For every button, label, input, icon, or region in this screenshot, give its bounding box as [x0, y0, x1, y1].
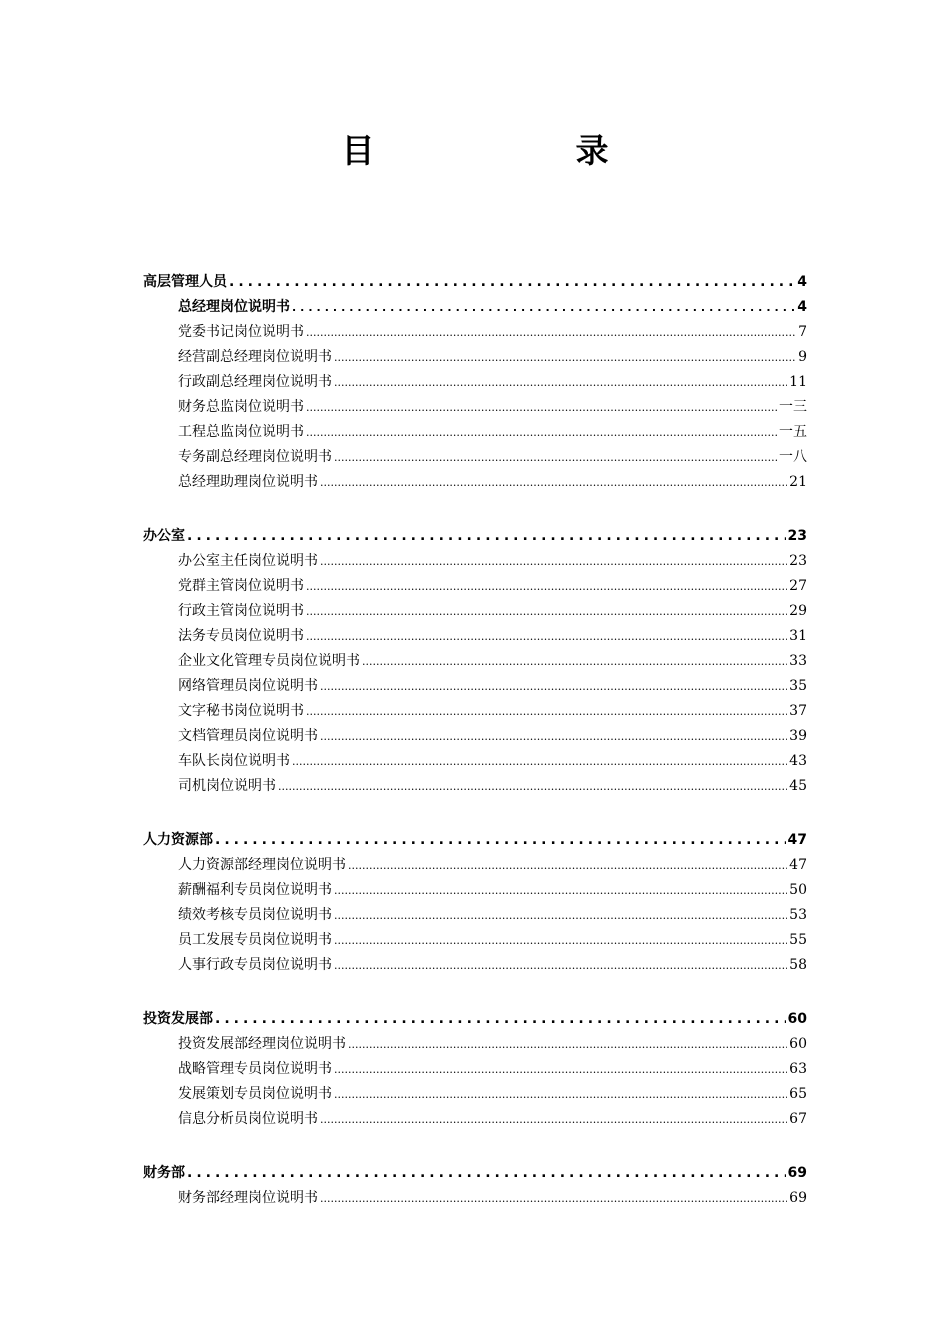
toc-page-number: 31 [789, 628, 807, 644]
toc-page-number: 一五 [779, 424, 807, 440]
section-gap [143, 495, 807, 524]
toc-entry-title: 行政主管岗位说明书 [178, 603, 304, 619]
toc-section-heading[interactable] [143, 1007, 807, 1032]
dot-leader [306, 699, 787, 724]
dot-leader [348, 853, 787, 878]
toc-section [143, 828, 807, 978]
toc-entry-title: 党委书记岗位说明书 [178, 324, 304, 340]
toc-entry[interactable] [143, 724, 807, 749]
toc-page-number: 55 [789, 932, 807, 948]
toc-entry-title: 财务总监岗位说明书 [178, 399, 304, 415]
toc-entry[interactable] [143, 1032, 807, 1057]
toc-entry[interactable] [143, 699, 807, 724]
dot-leader [306, 574, 787, 599]
toc-entry-title: 专务副总经理岗位说明书 [178, 449, 332, 465]
dot-leader [334, 445, 777, 470]
toc-section-heading[interactable] [143, 270, 807, 295]
dot-leader [187, 524, 786, 549]
toc-page-number: 11 [789, 374, 807, 390]
toc-page-number: 9 [798, 349, 807, 365]
toc-entry[interactable] [143, 470, 807, 495]
dot-leader [348, 1032, 787, 1057]
dot-leader [215, 828, 786, 853]
dot-leader [334, 903, 787, 928]
toc-entry[interactable] [143, 295, 807, 320]
toc-page-number: 60 [787, 1011, 807, 1027]
toc-entry[interactable] [143, 574, 807, 599]
toc-entry-title: 总经理助理岗位说明书 [178, 474, 318, 490]
toc-entry[interactable] [143, 878, 807, 903]
dot-leader [334, 1082, 787, 1107]
toc-entry-title: 发展策划专员岗位说明书 [178, 1086, 332, 1102]
toc-entry[interactable] [143, 549, 807, 574]
toc-section-title: 高层管理人员 [143, 274, 227, 290]
toc-entry[interactable] [143, 445, 807, 470]
toc-section [143, 524, 807, 799]
toc-entry[interactable] [143, 599, 807, 624]
toc-page-number: 69 [787, 1165, 807, 1181]
toc-entry-title: 财务部经理岗位说明书 [178, 1190, 318, 1206]
toc-page-number: 43 [789, 753, 807, 769]
toc-entry[interactable] [143, 1057, 807, 1082]
dot-leader [306, 624, 787, 649]
toc-page-number: 47 [789, 857, 807, 873]
dot-leader [334, 1057, 787, 1082]
toc-page-number: 69 [789, 1190, 807, 1206]
toc-entry-title: 行政副总经理岗位说明书 [178, 374, 332, 390]
dot-leader [320, 470, 787, 495]
toc-entry-title: 战略管理专员岗位说明书 [178, 1061, 332, 1077]
toc-page-number: 39 [789, 728, 807, 744]
toc-entry-title: 投资发展部经理岗位说明书 [178, 1036, 346, 1052]
toc-page-number: 47 [787, 832, 807, 848]
toc-page-number: 一三 [779, 399, 807, 415]
toc-page-number: 23 [787, 528, 807, 544]
toc-entry[interactable] [143, 624, 807, 649]
toc-entry-title: 司机岗位说明书 [178, 778, 276, 794]
toc-entry[interactable] [143, 320, 807, 345]
dot-leader [292, 295, 795, 320]
toc-page-number: 23 [789, 553, 807, 569]
toc-page-number: 37 [789, 703, 807, 719]
toc-entry[interactable] [143, 1082, 807, 1107]
dot-leader [306, 395, 777, 420]
toc-entry-title: 法务专员岗位说明书 [178, 628, 304, 644]
dot-leader [320, 724, 787, 749]
toc-entry[interactable] [143, 395, 807, 420]
dot-leader [229, 270, 795, 295]
toc-entry-title: 工程总监岗位说明书 [178, 424, 304, 440]
dot-leader [334, 953, 787, 978]
toc-entry-title: 薪酬福利专员岗位说明书 [178, 882, 332, 898]
toc-entry-title: 人力资源部经理岗位说明书 [178, 857, 346, 873]
dot-leader [278, 774, 787, 799]
toc-entry-title: 企业文化管理专员岗位说明书 [178, 653, 360, 669]
toc-entry[interactable] [143, 649, 807, 674]
toc-page-number: 7 [798, 324, 807, 340]
toc-page-number: 29 [789, 603, 807, 619]
dot-leader [334, 345, 796, 370]
toc-entry-title: 员工发展专员岗位说明书 [178, 932, 332, 948]
toc-page-number: 27 [789, 578, 807, 594]
toc-section [143, 1007, 807, 1132]
dot-leader [334, 878, 787, 903]
dot-leader [320, 1107, 787, 1132]
dot-leader [215, 1007, 786, 1032]
toc-section-title: 办公室 [143, 528, 185, 544]
toc-page-number: 35 [789, 678, 807, 694]
toc-page-number: 4 [797, 299, 807, 315]
toc-entry-title: 文字秘书岗位说明书 [178, 703, 304, 719]
toc-page-number: 67 [789, 1111, 807, 1127]
toc-entry[interactable] [143, 1107, 807, 1132]
toc-entry-title: 办公室主任岗位说明书 [178, 553, 318, 569]
page-title: 目 录 [341, 131, 693, 170]
toc-page-number: 65 [789, 1086, 807, 1102]
toc-section-title: 投资发展部 [143, 1011, 213, 1027]
toc-entry-title: 文档管理员岗位说明书 [178, 728, 318, 744]
dot-leader [334, 928, 787, 953]
toc-section-heading[interactable] [143, 524, 807, 549]
toc-entry-title: 信息分析员岗位说明书 [178, 1111, 318, 1127]
toc-entry[interactable] [143, 749, 807, 774]
toc-section-title: 人力资源部 [143, 832, 213, 848]
section-gap [143, 799, 807, 828]
toc-entry-title: 人事行政专员岗位说明书 [178, 957, 332, 973]
toc-section-heading[interactable] [143, 1161, 807, 1186]
dot-leader [320, 1186, 787, 1211]
dot-leader [187, 1161, 786, 1186]
toc-section-title: 财务部 [143, 1165, 185, 1181]
toc-entry[interactable] [143, 370, 807, 395]
toc-entry[interactable] [143, 420, 807, 445]
toc-entry[interactable] [143, 774, 807, 799]
dot-leader [320, 549, 787, 574]
dot-leader [306, 320, 796, 345]
section-gap [143, 1132, 807, 1161]
toc-entry[interactable] [143, 1186, 807, 1211]
dot-leader [334, 370, 787, 395]
section-gap [143, 978, 807, 1007]
toc-page-number: 53 [789, 907, 807, 923]
toc-page-number: 58 [789, 957, 807, 973]
toc-entry-title: 党群主管岗位说明书 [178, 578, 304, 594]
toc-entry-title: 绩效考核专员岗位说明书 [178, 907, 332, 923]
toc-entry[interactable] [143, 345, 807, 370]
dot-leader [306, 599, 787, 624]
toc-entry[interactable] [143, 853, 807, 878]
toc-section [143, 1161, 807, 1211]
toc-section-heading[interactable] [143, 828, 807, 853]
toc-entry[interactable] [143, 953, 807, 978]
dot-leader [306, 420, 777, 445]
table-of-contents [143, 270, 807, 1211]
toc-page-number: 50 [789, 882, 807, 898]
toc-entry-title: 车队长岗位说明书 [178, 753, 290, 769]
toc-entry-title: 网络管理员岗位说明书 [178, 678, 318, 694]
dot-leader [362, 649, 787, 674]
toc-page-number: 63 [789, 1061, 807, 1077]
dot-leader [292, 749, 787, 774]
dot-leader [320, 674, 787, 699]
toc-entry[interactable] [143, 928, 807, 953]
toc-page-number: 4 [797, 274, 807, 290]
toc-page-number: 21 [789, 474, 807, 490]
toc-page-number: 60 [789, 1036, 807, 1052]
toc-section [143, 270, 807, 495]
toc-page-number: 45 [789, 778, 807, 794]
toc-page-number: 33 [789, 653, 807, 669]
toc-entry-title: 总经理岗位说明书 [178, 299, 290, 315]
toc-entry-title: 经营副总经理岗位说明书 [178, 349, 332, 365]
toc-entry[interactable] [143, 903, 807, 928]
toc-entry[interactable] [143, 674, 807, 699]
toc-page-number: 一八 [779, 449, 807, 465]
